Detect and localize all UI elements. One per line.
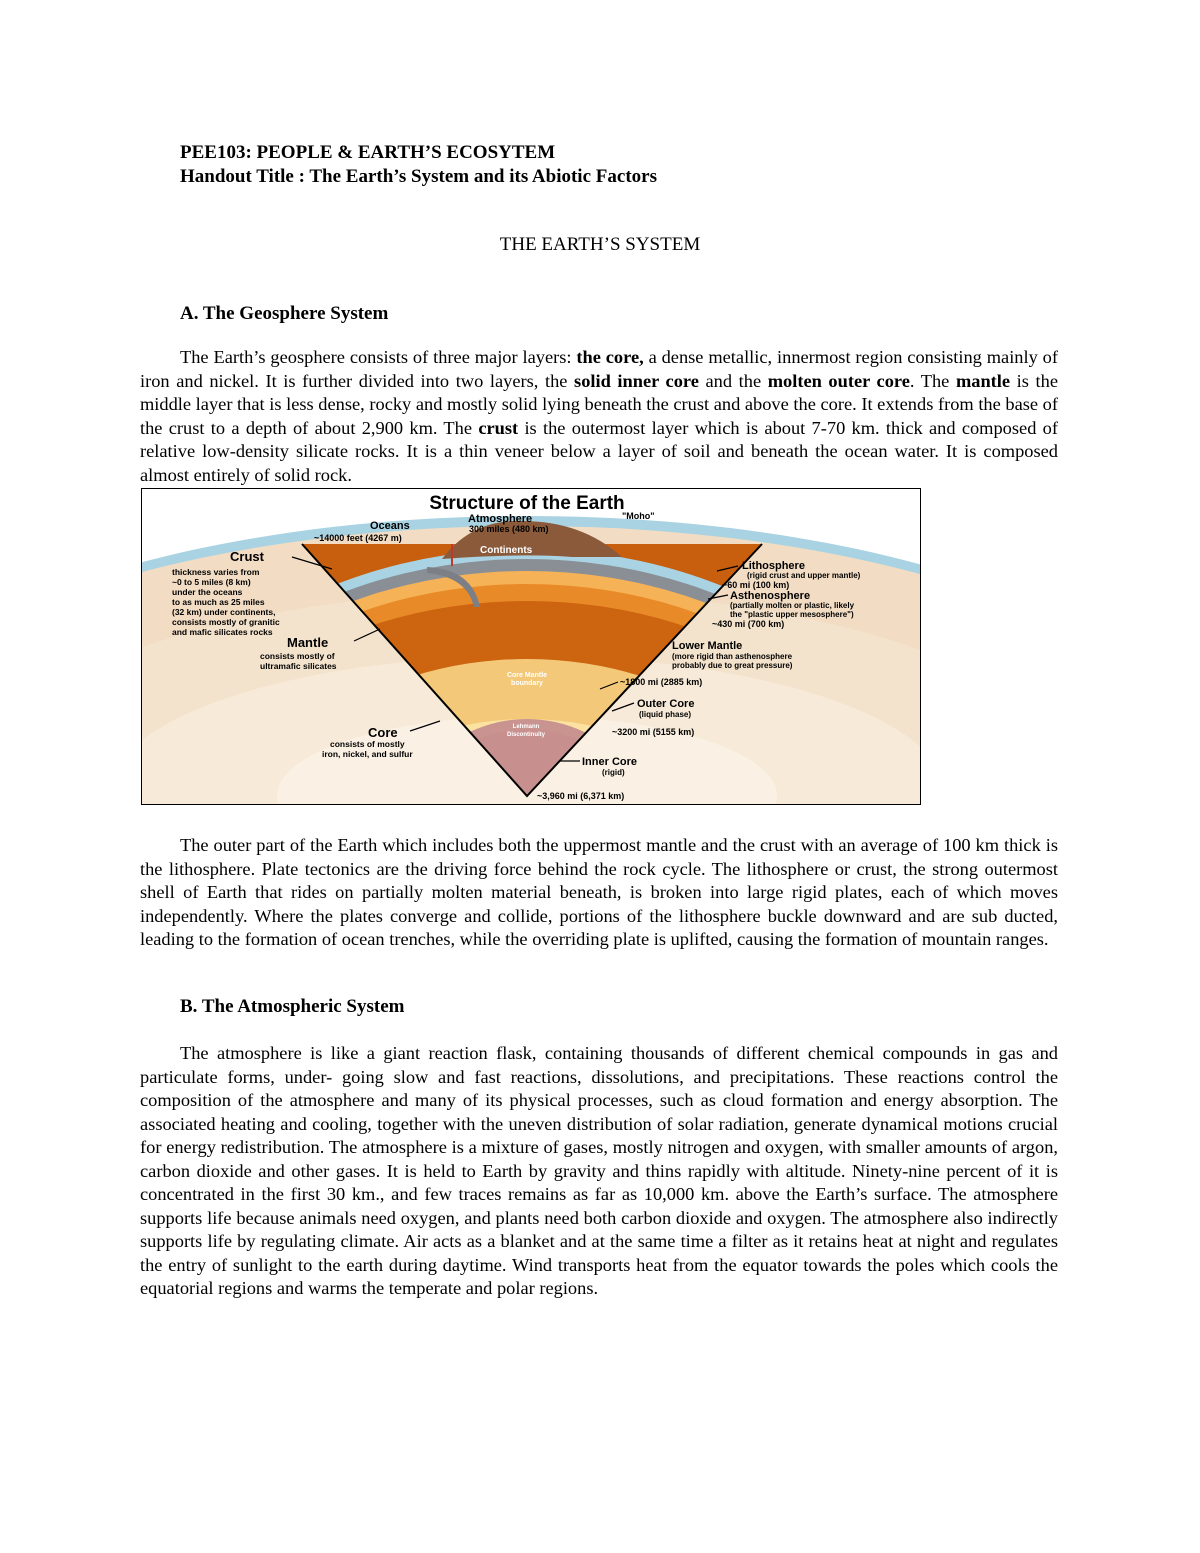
term-crust: crust	[478, 417, 519, 438]
handout-title: Handout Title : The Earth’s System and its Abiotic Factors	[180, 166, 657, 187]
inner-core-desc: (rigid)	[602, 768, 625, 777]
text-run: The atmosphere is like a giant reaction flask, containing thousands of different chemical compounds in gas and particulate forms, under- going slow and fast reactions, dissolutions, and precipitations. These reactions control the composition of the atmosphere and many of its physical processes, such as cloud formation and energy absorption. The associated heating and cooling, together with the uneven distribution of solar radiation, generate dynamical motions crucial for energy redistribution. The atmosphere is a mixture of gases, mostly nitrogen and oxygen, with smaller amounts of argon, carbon dioxide and other gases. It is held to Earth by gravity and thins rapidly with altitude. Ninety-nine percent of it is concentrated in the first 30 km., and few traces remains as far as 10,000 km. above the Earth’s surface. The atmosphere supports life because animals need oxygen, and plants need both carbon dioxide and oxygen. The atmosphere also indirectly supports life by regulating climate. Air acts as a blanket and at the same time a filter as it retains heat at night and regulates the entry of sunlight to the earth during daytime. Wind transports heat from the equator towards the poles which cools the equatorial regions and warms the temperate and polar regions.	[140, 1043, 1058, 1298]
lower-mantle-desc-2: probably due to great pressure)	[672, 661, 793, 670]
label-inner-core: Inner Core	[582, 756, 638, 768]
crust-desc-5: (32 km) under continents,	[172, 607, 276, 617]
label-atmosphere: Atmosphere	[468, 513, 533, 525]
label-oceans-depth: ~14000 feet (4267 m)	[314, 533, 402, 543]
cmb-label-2: boundary	[511, 680, 543, 687]
crust-desc-1: thickness varies from	[172, 567, 260, 577]
outer-core-desc: (liquid phase)	[639, 710, 691, 719]
label-atmosphere-height: 300 miles (480 km)	[469, 524, 549, 534]
label-core: Core	[368, 725, 398, 740]
earth-structure-diagram	[142, 489, 920, 804]
earth-structure-figure	[141, 488, 921, 805]
label-moho: "Moho"	[622, 511, 655, 521]
text-run: is the middle layer that is less dense, rocky and mostly solid lying beneath the crust and above the core. It extends from the base of the crust to a depth of about 2,900 km. The	[140, 370, 1058, 438]
label-mantle: Mantle	[287, 635, 329, 650]
outer-core-depth: ~3200 mi (5155 km)	[612, 727, 695, 737]
text-run: and the	[698, 370, 768, 391]
page-title: THE EARTH’S SYSTEM	[499, 234, 701, 255]
text-run: The Earth’s geosphere consists of three major layers:	[180, 347, 577, 367]
cmb-label-1: Core Mantle	[506, 672, 548, 679]
term-core: the core,	[576, 347, 644, 367]
lehmann-2: Discontinuity	[506, 732, 546, 738]
asthenosphere-depth: ~430 mi (700 km)	[712, 619, 785, 629]
course-title: PEE103: PEOPLE & EARTH’S ECOSYTEM	[180, 142, 556, 163]
text-run: The outer part of the Earth which includes both the uppermost mantle and the crust with an average of 100 km thick is the lithosphere. Plate tectonics are the driving force behind the rock cycle. The lithosphere or crust, the strong outermost shell of Earth that rides on partially molten material beneath, is broken into large rigid plates, each of which moves independently. Where the plates converge and collide, portions of the lithosphere buckle downward and are sub ducted, leading to the formation of ocean trenches, while the overriding plate is uplifted, causing the formation of mountain ranges.	[140, 835, 1058, 949]
crust-desc-6: consists mostly of granitic	[172, 617, 280, 627]
label-crust: Crust	[230, 549, 264, 564]
asthenosphere-desc-1: (partially molten or plastic, likely	[730, 601, 855, 610]
label-lower-mantle: Lower Mantle	[672, 640, 743, 652]
lithosphere-paragraph	[140, 834, 1058, 952]
core-desc-2: iron, nickel, and sulfur	[322, 749, 413, 759]
section-a-heading: A. The Geosphere System	[180, 303, 389, 324]
label-lithosphere: Lithosphere	[742, 560, 805, 572]
geosphere-paragraph	[140, 346, 1058, 487]
label-oceans: Oceans	[370, 520, 410, 532]
term-inner-core: solid inner core	[574, 370, 699, 391]
center-depth: ~3,960 mi (6,371 km)	[537, 791, 625, 801]
core-desc-1: consists of mostly	[330, 739, 405, 749]
label-asthenosphere: Asthenosphere	[730, 590, 811, 602]
lithosphere-desc: (rigid crust and upper mantle)	[747, 571, 861, 580]
asthenosphere-desc-2: the "plastic upper mesosphere")	[730, 610, 854, 619]
crust-desc-7: and mafic silicates rocks	[172, 627, 273, 637]
mantle-desc-1: consists mostly of	[260, 651, 335, 661]
crust-desc-2: ~0 to 5 miles (8 km)	[172, 577, 251, 587]
crust-desc-4: to as much as 25 miles	[172, 597, 265, 607]
lehmann-1: Lehmann	[512, 724, 540, 730]
text-run: . The	[909, 370, 956, 391]
lithosphere-depth: ~60 mi (100 km)	[722, 580, 790, 590]
figure-title: Structure of the Earth	[429, 493, 625, 514]
section-b-heading: B. The Atmospheric System	[180, 996, 405, 1017]
text-run: is the outermost layer which is about 7-70 km. thick and composed of relative low-density silicate rocks. It is a thin veneer below a layer of soil and beneath the ocean water. It is composed almost entirely of solid rock.	[140, 417, 1058, 485]
term-outer-core: molten outer core	[767, 370, 910, 391]
atmosphere-paragraph	[140, 1042, 1058, 1301]
label-continents: Continents	[480, 545, 533, 556]
term-mantle: mantle	[955, 370, 1011, 391]
cmb-depth: ~1800 mi (2885 km)	[620, 677, 703, 687]
label-outer-core: Outer Core	[637, 698, 695, 710]
mantle-desc-2: ultramafic silicates	[260, 661, 337, 671]
lower-mantle-desc-1: (more rigid than asthenosphere	[672, 652, 793, 661]
text-run: a dense metallic, innermost region consisting mainly of iron and nickel. It is further divided into two layers, the	[140, 347, 1058, 391]
crust-desc-3: under the oceans	[172, 587, 243, 597]
